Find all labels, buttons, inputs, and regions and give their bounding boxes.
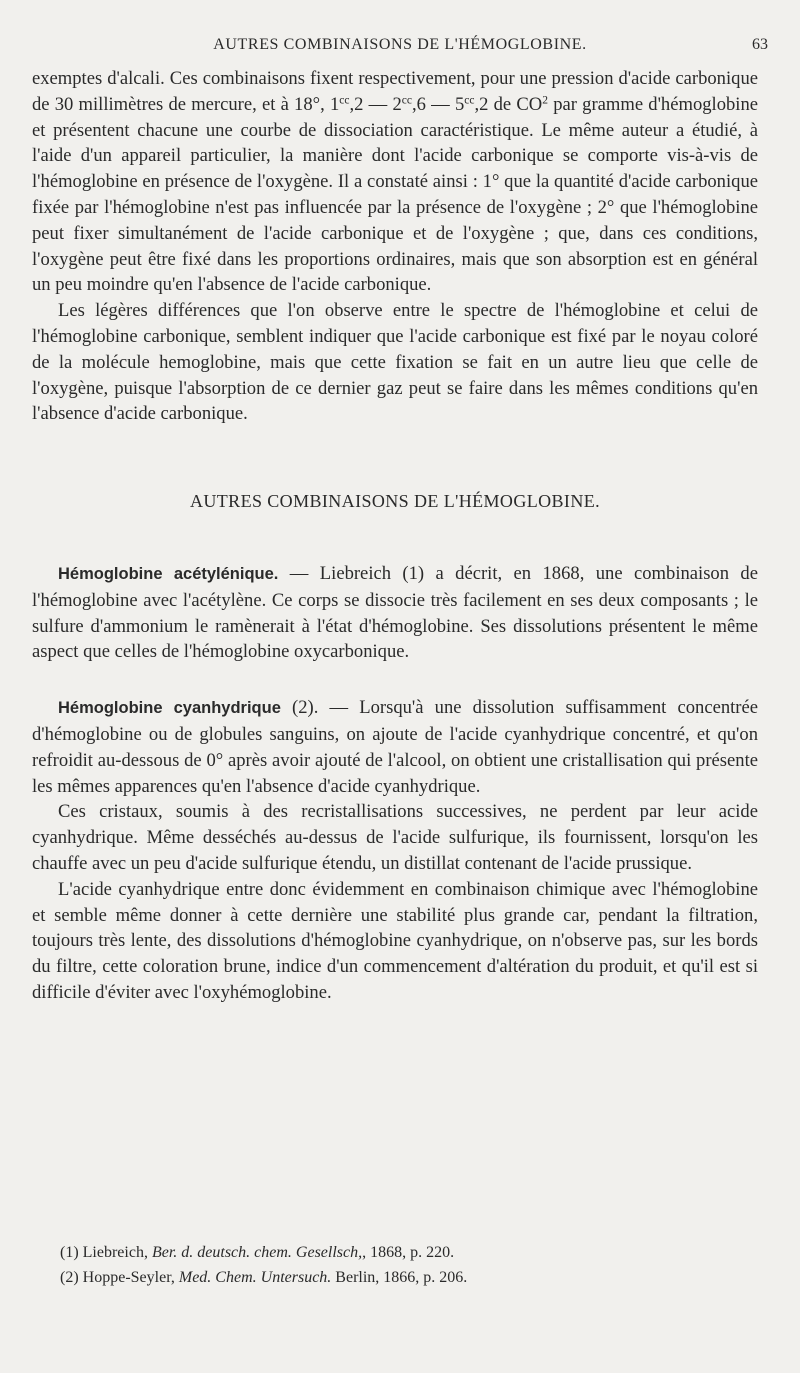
body-text [32, 66, 758, 1006]
footnotes [60, 1240, 760, 1290]
paragraph-conclusion: L'acide cyanhydrique entre donc évidemment en combinaison chimique avec l'hémoglobine et semble même donner à cette dernière une stabilité plus grande car, pendant la filtration, toujours très lente, des dissolutions d'hémoglobine cyanhydrique, on n'observe pas, sur les bords du filtre, cette coloration brune, indice d'un commencement d'altération du produit, et qu'il est si difficile d'éviter avec l'oxyhémoglobine. [32, 878, 758, 1003]
entry-acetylenic: Hémoglobine acétylénique. — Liebreich (1) a décrit, en 1868, une combinaison de l'hémoglobine avec l'acétylène. Ce corps se dissocie très facilement en ses deux composants ; le sulfure d'ammonium le ramènerait à l'état d'hémoglobine. Ses dissolutions présentent le même aspect que celles de l'hémoglobine oxycarbonique. [32, 562, 758, 663]
paragraph-continuation: exemptes d'alcali. Ces combinaisons fixent respectivement, pour une pression d'acide carbonique de 30 millimètres de mercure, et à 18°, $1^{cc},2$ — $2^{cc},6$ — $5^{cc},2$ de $CO^2$ par gramme d'hémoglobine et présentent chacune une courbe de dissociation caractéristique. Le même auteur a étudié, à l'aide d'un appareil particulier, la manière dont l'acide carbonique se comporte vis-à-vis de l'hémoglobine en présence de l'oxygène. Il a constaté ainsi : 1° que la quantité d'acide carbonique fixée par l'hémoglobine n'est pas influencée par la présence de l'oxygène ; 2° que l'hémoglobine peut fixer simultanément de l'acide carbonique et de l'oxygène ; que, dans ces conditions, l'oxygène peut être fixé dans les proportions ordinaires, mais que son absorption est en général un peu moindre qu'en l'absence de l'acide carbonique. [32, 68, 759, 296]
entry-cyanhydric: Hémoglobine cyanhydrique (2). — Lorsqu'à une dissolution suffisamment concentrée d'hémoglobine ou de globules sanguins, on ajoute de l'acide cyanhydrique concentré, et qu'on refroidit au-dessous de 0° après avoir ajouté de l'alcool, on obtient une cristallisation qui présente les mêmes apparences qu'en l'absence d'acide cyanhydrique. [32, 697, 758, 797]
footnote-2: (2) Hoppe-Seyler, Med. Chem. Untersuch. Berlin, 1866, p. 206. [60, 1269, 468, 1286]
section-title: AUTRES COMBINAISONS DE L'HÉMOGLOBINE. [189, 491, 601, 512]
running-header [0, 36, 800, 60]
paragraph-spectrum: Les légères différences que l'on observe entre le spectre de l'hémoglobine et celui de l'hémoglobine carbonique, semblent indiquer que l'acide carbonique est fixé par le noyau coloré de la molécule hemoglobine, mais que cette fixation se fait en un autre lieu que celle de l'oxygène, puisque l'absorption de ce dernier gaz peut se faire dans les mêmes conditions qu'en l'absence d'acide carbonique. [32, 300, 758, 425]
paragraph-crystals: Ces cristaux, soumis à des recristallisations successives, ne perdent par leur acide cyanhydrique. Même desséchés au-dessus de l'acide sulfurique, ils fournissent, lorsqu'on les chauffe avec un peu d'acide sulfurique étendu, un distillat contenant de l'acide prussique. [32, 801, 758, 874]
entry-heading: Hémoglobine acétylénique. [58, 564, 279, 583]
page-number: 63 [752, 36, 768, 53]
running-title: AUTRES COMBINAISONS DE L'HÉMOGLOBINE. [213, 36, 587, 53]
footnote-1: (1) Liebreich, Ber. d. deutsch. chem. Gesellsch,, 1868, p. 220. [60, 1244, 455, 1261]
entry-heading: Hémoglobine cyanhydrique [58, 699, 281, 718]
